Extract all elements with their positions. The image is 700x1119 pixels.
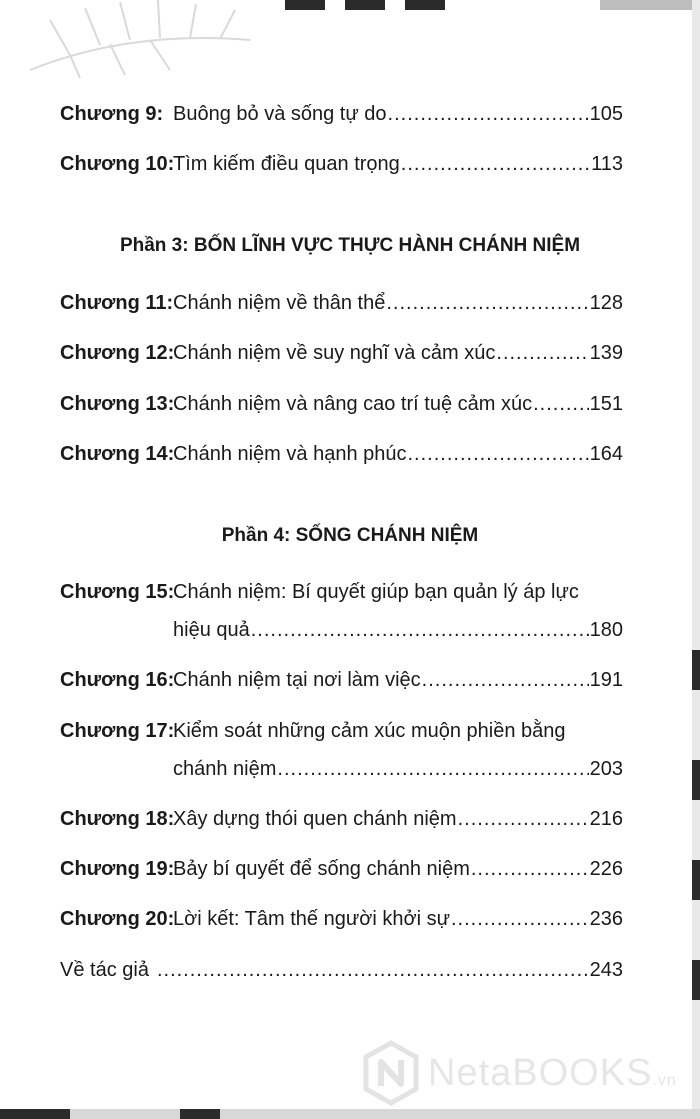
chapter-title: Xây dựng thói quen chánh niệm (173, 808, 457, 830)
dot-leader (422, 668, 589, 692)
chapter-title: Lời kết: Tâm thế người khởi sự (173, 908, 450, 930)
right-edge-strip (692, 0, 700, 1119)
dot-leader (496, 341, 588, 365)
top-stripe-2 (345, 0, 385, 10)
watermark-brand: NetaBOOKS (428, 1052, 653, 1094)
author-entry-title: Về tác giả (60, 959, 149, 981)
chapter-title: Chánh niệm tại nơi làm việc (173, 669, 421, 691)
page-number: 216 (589, 808, 623, 830)
dot-leader (401, 152, 590, 176)
chapter-title: Chánh niệm và nâng cao trí tuệ cảm xúc (173, 393, 533, 415)
chapter-label: Chương 15: (60, 581, 175, 603)
chapter-label: Chương 16: (60, 669, 175, 691)
right-edge-mark-4 (692, 960, 700, 1000)
page-number: 128 (589, 292, 623, 314)
section-heading-part-4: Phần 4: SỐNG CHÁNH NIỆM (221, 525, 479, 546)
dot-leader (471, 857, 589, 881)
chapter-label: Chương 9: (60, 103, 164, 125)
dot-leader (251, 618, 589, 642)
chapter-title: Tìm kiếm điều quan trọng (173, 153, 400, 175)
page-number: 180 (589, 619, 623, 641)
top-stripe-3 (405, 0, 445, 10)
bottom-edge-mark-2 (180, 1109, 220, 1119)
page-number: 203 (589, 758, 623, 780)
chapter-label: Chương 11: (60, 292, 174, 314)
chapter-label: Chương 12: (60, 342, 175, 364)
chapter-title: Chánh niệm và hạnh phúc (173, 443, 407, 465)
watermark-text (428, 1050, 677, 1104)
page-number: 105 (589, 103, 623, 125)
top-stripe-4 (600, 0, 700, 10)
dot-leader (451, 907, 589, 931)
chapter-title: Buông bỏ và sống tự do (173, 103, 387, 125)
chapter-title: Chánh niệm về suy nghĩ và cảm xúc (173, 342, 496, 364)
page-number: 191 (589, 669, 623, 691)
section-heading-part-3: Phần 3: BỐN LĨNH VỰC THỰC HÀNH CHÁNH NIỆM (119, 235, 581, 256)
dot-leader (157, 958, 589, 982)
page-number: 243 (589, 959, 623, 981)
top-stripe-1 (285, 0, 325, 10)
dot-leader (386, 291, 588, 315)
dot-leader (408, 442, 589, 466)
page-number: 113 (591, 153, 623, 175)
chapter-title-line-1: Chánh niệm: Bí quyết giúp bạn quản lý áp lực (173, 581, 579, 603)
right-edge-mark-1 (692, 650, 700, 690)
chapter-label: Chương 18: (60, 808, 175, 830)
dot-leader (277, 757, 588, 781)
page-number: 151 (589, 393, 623, 415)
page-number: 236 (589, 908, 623, 930)
chapter-title: Chánh niệm về thân thể (173, 292, 386, 314)
page-number: 139 (589, 342, 623, 364)
chapter-title: Bảy bí quyết để sống chánh niệm (173, 858, 470, 880)
chapter-label: Chương 13: (60, 393, 175, 415)
right-edge-mark-3 (692, 860, 700, 900)
chapter-label: Chương 17: (60, 720, 175, 742)
page-number: 164 (589, 443, 623, 465)
page-number: 226 (589, 858, 623, 880)
right-edge-mark-2 (692, 760, 700, 800)
bottom-edge-mark-1 (0, 1109, 70, 1119)
dot-leader (458, 807, 589, 831)
netabooks-logo-icon (362, 1040, 420, 1106)
leaf-decoration-icon (10, 0, 260, 80)
bottom-edge-strip (0, 1109, 700, 1119)
dot-leader (388, 102, 589, 126)
dot-leader (533, 392, 589, 416)
chapter-label: Chương 19: (60, 858, 175, 880)
chapter-title: chánh niệm (173, 758, 277, 780)
chapter-label: Chương 20: (60, 908, 175, 930)
chapter-label: Chương 10: (60, 153, 175, 175)
chapter-title: hiệu quả (173, 619, 250, 641)
watermark-suffix: .vn (652, 1072, 677, 1089)
netabooks-watermark (362, 1040, 692, 1110)
chapter-label: Chương 14: (60, 443, 175, 465)
chapter-title-line-1: Kiểm soát những cảm xúc muộn phiền bằng (173, 720, 566, 742)
